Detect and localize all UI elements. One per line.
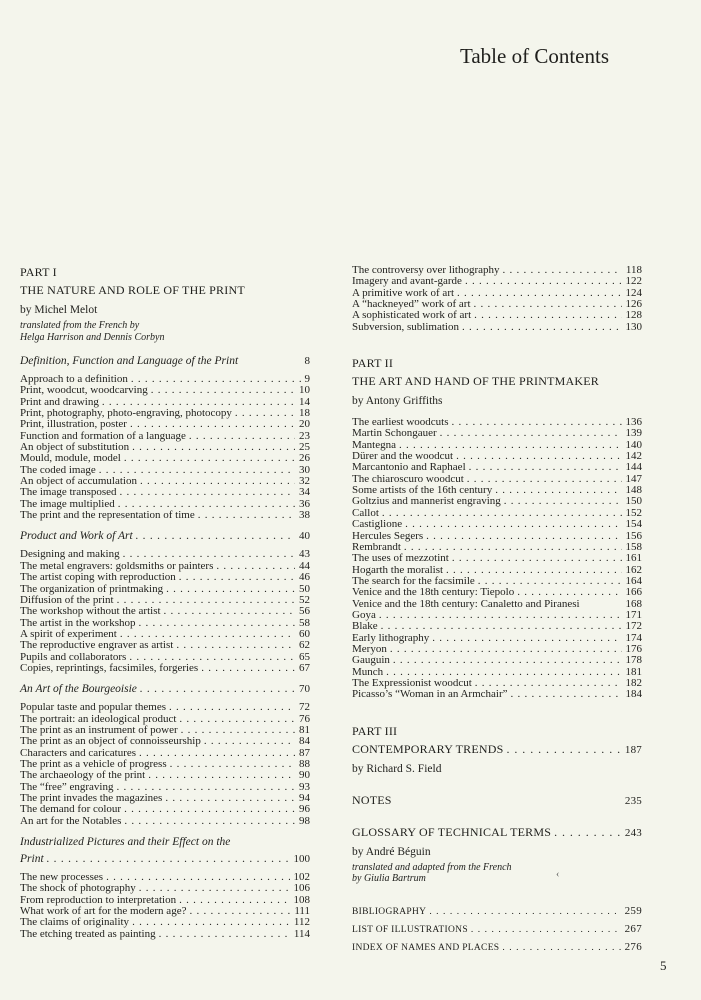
leader-dots xyxy=(201,736,295,747)
page-number: 62 xyxy=(299,639,310,652)
leader-dots xyxy=(121,804,295,815)
leader-dots xyxy=(492,485,621,496)
page-number: 90 xyxy=(299,769,310,782)
entry-title: The etching treated as painting xyxy=(20,927,156,940)
entry-title: Picasso’s “Woman in an Armchair” xyxy=(352,688,508,701)
entry-title: The print as an object of connoisseurship xyxy=(20,735,201,748)
page-number: 81 xyxy=(299,723,310,736)
leader-dots xyxy=(500,265,622,276)
entry-title: Hogarth the moralist xyxy=(352,563,444,576)
page-number: 34 xyxy=(299,486,310,499)
entry-title: Gauguin xyxy=(352,654,390,667)
page-number: 128 xyxy=(625,309,642,322)
leader-dots xyxy=(471,299,622,310)
entry-list xyxy=(20,872,310,940)
entry-title: The controversy over lithography xyxy=(352,264,500,276)
page-number: 9 xyxy=(304,373,310,385)
leader-dots xyxy=(551,825,621,840)
toc-entry xyxy=(352,276,642,287)
translator-note: translated and adapted from the French xyxy=(352,861,512,873)
toc-entry xyxy=(20,606,310,617)
page-number: 58 xyxy=(299,616,310,629)
toc-entry xyxy=(20,702,310,713)
backmatter-list xyxy=(352,905,642,953)
entry-title: An object of substitution xyxy=(20,441,130,454)
entry-title: The artist in the workshop xyxy=(20,616,136,629)
translator-note: translated from the French by xyxy=(20,320,140,331)
toc-entry xyxy=(352,553,642,564)
page-number: 102 xyxy=(293,871,310,884)
entry-title: From reproduction to interpretation xyxy=(20,893,177,906)
toc-entry xyxy=(20,770,310,781)
page-number: 96 xyxy=(299,803,310,816)
page-number: 43 xyxy=(299,548,310,561)
leader-dots xyxy=(504,742,621,757)
toc-entry xyxy=(352,655,642,666)
entry-title: Some artists of the 16th century xyxy=(352,484,493,497)
part2-entry-list xyxy=(352,417,642,701)
part-label: PART III xyxy=(352,723,398,738)
leader-dots xyxy=(186,431,295,442)
toc-entry xyxy=(20,572,310,583)
entry-title: Goya xyxy=(352,608,376,621)
page-number: 164 xyxy=(625,574,642,587)
page-number: 178 xyxy=(625,654,642,667)
section xyxy=(20,683,310,827)
leader-dots xyxy=(379,508,622,519)
leader-dots xyxy=(508,689,622,700)
page-number: 98 xyxy=(299,814,310,827)
page-number: 142 xyxy=(625,450,642,463)
part-title: THE ART AND HAND OF THE PRINTMAKER xyxy=(352,374,599,389)
leader-dots xyxy=(449,417,622,428)
entry-title: Dürer and the woodcut xyxy=(352,450,454,463)
page-number: 18 xyxy=(299,407,310,420)
entry-title: Martin Schongauer xyxy=(352,427,437,440)
toc-entry xyxy=(20,804,310,815)
toc-entry xyxy=(20,736,310,747)
page-number: 88 xyxy=(299,757,310,770)
entry-title: The print invades the magazines xyxy=(20,792,163,804)
page-number: 259 xyxy=(624,904,642,917)
leader-dots xyxy=(387,644,622,655)
page-number: 65 xyxy=(299,650,310,663)
entry-title: Early lithography xyxy=(352,631,430,644)
entry-title: An object of accumulation xyxy=(20,475,137,488)
part-label: PART I xyxy=(20,265,57,279)
toc-entry xyxy=(20,385,310,396)
entry-title: What work of art for the modern age? xyxy=(20,905,187,918)
entry-title: LIST OF ILLUSTRATIONS xyxy=(352,924,468,935)
toc-entry xyxy=(352,599,642,610)
entry-title: The demand for colour xyxy=(20,803,122,816)
translator-names: Helga Harrison and Dennis Corbyn xyxy=(20,331,165,343)
page-number: 70 xyxy=(299,683,310,696)
entry-title: The new processes xyxy=(20,871,104,884)
page-number: 174 xyxy=(625,631,642,644)
entry-title: Meryon xyxy=(352,642,387,655)
page-number: 112 xyxy=(293,916,310,929)
leader-dots xyxy=(121,816,295,827)
leader-dots xyxy=(468,925,621,935)
entry-title: The earliest woodcuts xyxy=(352,416,449,429)
page-number: 166 xyxy=(625,586,642,599)
page-folio: 5 xyxy=(660,958,667,973)
page-number: 158 xyxy=(625,540,642,553)
page-number: 136 xyxy=(625,416,642,429)
leader-dots xyxy=(44,853,290,865)
entry-title: A spirit of experiment xyxy=(20,627,117,640)
page-number: 100 xyxy=(293,853,310,866)
leader-dots xyxy=(167,759,295,770)
page-number: 114 xyxy=(293,927,310,940)
leader-dots xyxy=(423,531,621,542)
leader-dots xyxy=(135,618,295,629)
page-number: 267 xyxy=(624,922,642,935)
entry-title: Venice and the 18th century: Canaletto and Piranesi xyxy=(352,597,580,610)
entry-title: The metal engravers: goldsmiths or painters xyxy=(20,559,214,572)
entry-title: BIBLIOGRAPHY xyxy=(352,906,427,917)
entry-title: Copies, reprintings, facsimiles, forgeries xyxy=(20,661,199,674)
entry-title: Hercules Segers xyxy=(352,529,424,542)
leader-dots xyxy=(129,442,295,453)
page-number: 182 xyxy=(625,676,642,689)
entry-title: The uses of mezzotint xyxy=(352,552,449,565)
author-byline: by Michel Melot xyxy=(20,304,98,316)
page-number: 52 xyxy=(299,593,310,606)
part-title: THE NATURE AND ROLE OF THE PRINT xyxy=(20,283,245,297)
page-title: Table of Contents xyxy=(460,44,609,68)
toc-entry xyxy=(20,640,310,651)
toc-entry xyxy=(352,519,642,530)
entry-title: Subversion, sublimation xyxy=(352,320,459,333)
page-number: 148 xyxy=(625,484,642,497)
glossary-row xyxy=(352,825,642,840)
entry-title: The archaeology of the print xyxy=(20,769,146,782)
toc-entry xyxy=(352,587,642,598)
page-number: 162 xyxy=(625,563,642,576)
leader-dots xyxy=(133,530,295,542)
part3-title-row xyxy=(352,742,642,757)
page-number: 147 xyxy=(625,472,642,485)
page-number: 26 xyxy=(299,452,310,465)
entry-title: The image multiplied xyxy=(20,497,115,510)
page-number: 171 xyxy=(625,608,642,621)
page-number: 32 xyxy=(299,475,310,488)
left-column xyxy=(20,265,310,940)
toc-entry xyxy=(352,610,642,621)
page-number: 50 xyxy=(299,582,310,595)
author-byline: by Richard S. Field xyxy=(352,762,442,775)
entry-title: The artist coping with reproduction xyxy=(20,571,176,584)
leader-dots xyxy=(232,408,295,419)
entry-title: Approach to a definition xyxy=(20,373,128,385)
page-number: 111 xyxy=(294,905,310,918)
leader-dots xyxy=(117,487,295,498)
entry-title: Print, illustration, poster xyxy=(20,418,127,431)
leader-dots xyxy=(195,510,295,521)
section-heading xyxy=(20,530,310,542)
entry-title: Venice and the 18th century: Tiepolo xyxy=(352,586,515,599)
leader-dots xyxy=(148,385,295,396)
page-number: 108 xyxy=(293,893,310,906)
entry-title: Print and drawing xyxy=(20,395,99,408)
leader-dots xyxy=(156,929,290,940)
page-number: 23 xyxy=(299,429,310,442)
leader-dots xyxy=(176,572,295,583)
entry-title: A primitive work of art xyxy=(352,286,455,299)
leader-dots xyxy=(390,655,622,666)
leader-dots xyxy=(186,906,290,917)
entry-title: The reproductive engraver as artist xyxy=(20,639,174,652)
entry-title: Function and formation of a language xyxy=(20,429,186,442)
right-column xyxy=(352,265,642,959)
entry-title: The image transposed xyxy=(20,486,117,499)
page-number: 38 xyxy=(299,509,310,522)
entry-title: Imagery and avant-garde xyxy=(352,275,462,288)
entry-title: The chiaroscuro woodcut xyxy=(352,472,464,485)
section-title: Product and Work of Art xyxy=(20,530,133,543)
page-number: 44 xyxy=(299,559,310,572)
leader-dots xyxy=(162,793,295,804)
toc-entry xyxy=(352,621,642,632)
entry-title: Print, woodcut, woodcarving xyxy=(20,384,148,397)
section xyxy=(20,835,310,940)
page-number: 243 xyxy=(624,826,642,839)
leader-dots xyxy=(163,584,295,595)
page-number: 40 xyxy=(299,530,310,543)
entry-list xyxy=(20,549,310,674)
backmatter-entry xyxy=(352,923,642,935)
entry-title: INDEX OF NAMES AND PLACES xyxy=(352,942,500,953)
leader-dots xyxy=(173,640,295,651)
translator-names: by Giulia Bartrum xyxy=(352,873,426,885)
entry-title: The “free” engraving xyxy=(20,780,114,793)
page-number: 139 xyxy=(625,427,642,440)
leader-dots xyxy=(128,374,301,385)
leader-dots xyxy=(449,553,622,564)
entry-title: Goltzius and mannerist engraving xyxy=(352,495,501,508)
leader-dots xyxy=(437,428,622,439)
entry-title: Castiglione xyxy=(352,518,403,531)
page-number: 181 xyxy=(625,665,642,678)
page-number: 144 xyxy=(625,461,642,474)
leader-dots xyxy=(376,610,622,621)
entry-title: The workshop without the artist xyxy=(20,605,161,618)
toc-entry xyxy=(352,644,642,655)
section-title: An Art of the Bourgeoisie xyxy=(20,683,137,696)
entry-title: Characters and caricatures xyxy=(20,746,137,759)
entry-title: A sophisticated work of art xyxy=(352,309,472,322)
leader-dots xyxy=(176,895,289,906)
leader-dots xyxy=(499,943,620,953)
entry-title: The portrait: an ideological product xyxy=(20,712,177,725)
section xyxy=(20,530,310,674)
toc-entry xyxy=(20,929,310,940)
entry-list xyxy=(20,374,310,521)
page-number: 14 xyxy=(299,395,310,408)
page-number: 87 xyxy=(299,746,310,759)
entry-title: Rembrandt xyxy=(352,540,401,553)
author-byline: by André Béguin xyxy=(352,845,431,858)
page-number: 168 xyxy=(625,597,642,610)
page-number: 46 xyxy=(299,571,310,584)
entry-title: An art for the Notables xyxy=(20,814,122,827)
entry-title: The shock of photography xyxy=(20,882,136,895)
entry-title: The organization of printmaking xyxy=(20,582,164,595)
section-title: Print xyxy=(20,853,44,866)
leader-dots xyxy=(161,606,295,617)
leader-dots xyxy=(429,633,621,644)
leader-dots xyxy=(459,322,622,333)
entry-title: The Expressionist woodcut xyxy=(352,676,472,689)
leader-dots xyxy=(378,621,622,632)
entry-title: Popular taste and popular themes xyxy=(20,701,167,714)
page-number: 72 xyxy=(299,701,310,714)
entry-title: The coded image xyxy=(20,463,96,476)
toc-entry xyxy=(352,689,642,700)
page-number: 130 xyxy=(625,320,642,333)
entry-title: Callot xyxy=(352,506,379,519)
entry-title: Blake xyxy=(352,620,378,633)
page-number: 36 xyxy=(299,497,310,510)
section-heading xyxy=(20,355,310,367)
page-number: 152 xyxy=(625,506,642,519)
leader-dots xyxy=(471,310,621,321)
leader-dots xyxy=(462,276,622,287)
page-number: 84 xyxy=(299,735,310,748)
entry-list xyxy=(20,702,310,827)
entry-title: Designing and making xyxy=(20,548,120,561)
page-number: 150 xyxy=(625,495,642,508)
page-number: 30 xyxy=(299,463,310,476)
leader-dots xyxy=(453,451,621,462)
page-number: 156 xyxy=(625,529,642,542)
toc-entry xyxy=(352,496,642,507)
page-number: 187 xyxy=(624,743,642,756)
toc-entry xyxy=(20,663,310,674)
leader-dots xyxy=(121,453,295,464)
leader-dots xyxy=(426,907,620,917)
entry-title: The search for the facsimile xyxy=(352,574,475,587)
entry-title: The print as a vehicle of progress xyxy=(20,757,167,770)
page-number: 67 xyxy=(299,661,310,674)
page-number: 124 xyxy=(625,286,642,299)
page-number: 276 xyxy=(624,940,642,953)
page-number: 25 xyxy=(299,441,310,454)
part-title: CONTEMPORARY TRENDS xyxy=(352,741,504,756)
toc-entry xyxy=(20,510,310,521)
toc-entry xyxy=(352,633,642,644)
section-heading xyxy=(20,853,310,865)
leader-dots xyxy=(166,702,295,713)
leader-dots xyxy=(402,519,621,530)
part-label: PART II xyxy=(352,356,394,371)
leader-dots xyxy=(466,462,622,473)
backmatter-entry xyxy=(352,905,642,917)
entry-title: Mould, module, model xyxy=(20,452,121,465)
leader-dots xyxy=(454,288,621,299)
entry-title: The print and the representation of time xyxy=(20,509,195,522)
page-number: 172 xyxy=(625,620,642,633)
toc-entry xyxy=(20,816,310,827)
part1-continued-list xyxy=(352,265,642,333)
page-number: 122 xyxy=(625,275,642,288)
leader-dots xyxy=(176,714,295,725)
entry-title: Pupils and collaborators xyxy=(20,650,127,663)
section-title: Definition, Function and Language of the Print xyxy=(20,355,239,367)
leader-dots xyxy=(137,683,295,695)
page-number: 20 xyxy=(299,418,310,431)
entry-title: Marcantonio and Raphael xyxy=(352,461,466,474)
leader-dots xyxy=(198,663,295,674)
entry-title: Diffusion of the print xyxy=(20,593,114,606)
stray-mark: ‹ xyxy=(556,869,560,880)
entry-title: Print, photography, photo-engraving, photocopy xyxy=(20,407,232,420)
page-number: 140 xyxy=(625,438,642,451)
page-number: 10 xyxy=(299,384,310,397)
backmatter-entry xyxy=(352,941,642,953)
page-number: 161 xyxy=(625,552,642,565)
page-number: 235 xyxy=(624,794,642,807)
page-number: 126 xyxy=(625,298,642,311)
entry-title: The print as an instrument of power xyxy=(20,723,178,736)
entry-title: Mantegna xyxy=(352,438,396,451)
entry-title: A “hackneyed” work of art xyxy=(352,298,471,311)
page-number: 56 xyxy=(299,605,310,618)
section-heading xyxy=(20,683,310,695)
page-number: 106 xyxy=(293,882,310,895)
leader-dots xyxy=(137,476,295,487)
page-number: 94 xyxy=(299,792,310,804)
toc-entry xyxy=(352,322,642,333)
leader-dots xyxy=(501,496,622,507)
section-title: Industrialized Pictures and their Effect on the xyxy=(20,836,231,849)
leader-dots xyxy=(145,770,295,781)
page-number: 118 xyxy=(625,264,642,276)
page-number: 76 xyxy=(299,712,310,725)
entry-title: Munch xyxy=(352,665,384,678)
entry-title: The claims of originality xyxy=(20,916,130,929)
page-number: 93 xyxy=(299,780,310,793)
glossary-title: GLOSSARY OF TECHNICAL TERMS xyxy=(352,824,552,839)
notes-row xyxy=(352,793,642,808)
author-byline: by Antony Griffiths xyxy=(352,395,443,408)
page-number: 154 xyxy=(625,518,642,531)
section xyxy=(20,355,310,521)
page-number: 184 xyxy=(625,688,642,701)
page-number: 176 xyxy=(625,642,642,655)
page-number: 8 xyxy=(304,355,310,367)
leader-dots xyxy=(213,561,295,572)
notes-title: NOTES xyxy=(352,792,392,807)
leader-dots xyxy=(514,587,621,598)
page-number: 60 xyxy=(299,627,310,640)
